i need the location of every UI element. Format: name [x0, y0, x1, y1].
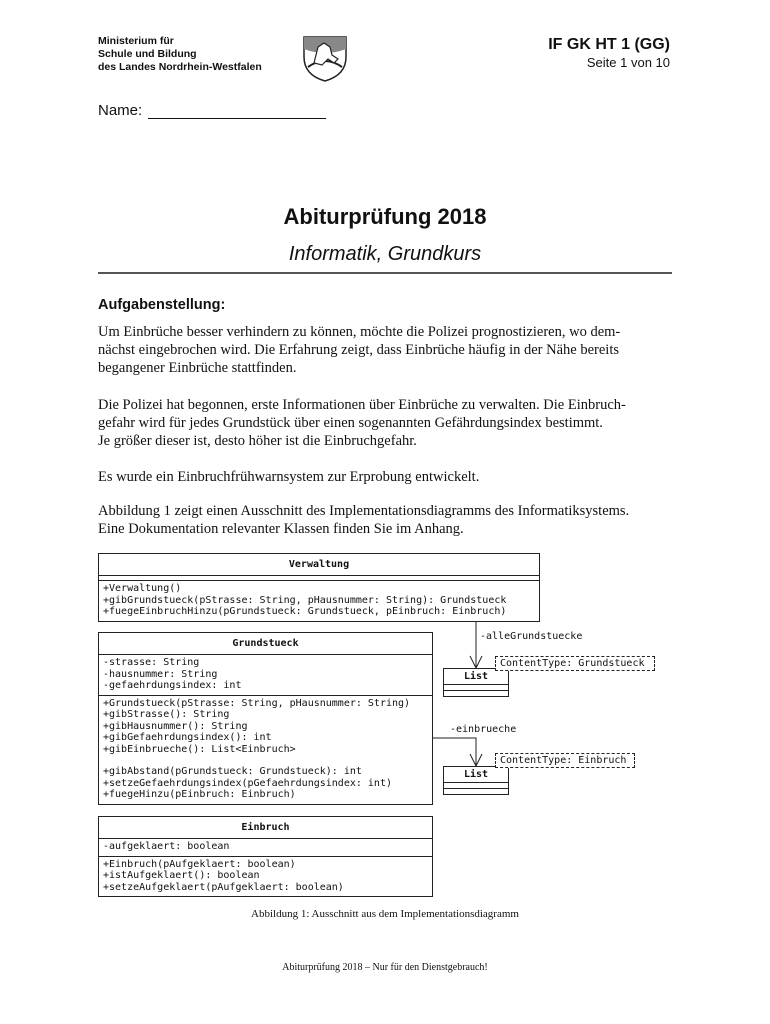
- ministry-line: Schule und Bildung: [98, 48, 197, 60]
- uml-member: +Grundstueck(pStrasse: String, pHausnummer: String): [103, 697, 411, 709]
- uml-member: -strasse: String: [103, 657, 200, 668]
- class-list-einbruch: [443, 766, 509, 795]
- class-attributes: [99, 839, 432, 856]
- class-verwaltung: [98, 553, 540, 622]
- template-parameter-grundstueck: ContentType: Grundstueck: [495, 656, 655, 671]
- class-einbruch: [98, 816, 433, 897]
- uml-member: +setzeAufgeklaert(pAufgeklaert: boolean): [103, 881, 344, 893]
- ministry-line: Ministerium für: [98, 35, 174, 47]
- paragraph-line: nächst eingebrochen wird. Die Erfahrung zeigt, dass Einbrüche häufig in der Nähe bereits: [98, 342, 620, 358]
- section-heading: Aufgabenstellung:: [98, 297, 226, 313]
- association-line-einbrueche: [432, 738, 476, 766]
- name-label: Name:: [98, 102, 143, 119]
- paragraph-line: Abbildung 1 zeigt einen Ausschnitt des Implementationsdiagramms des Informatiksystems.: [98, 503, 630, 519]
- uml-member: +gibGefaehrdungsindex(): int: [103, 732, 272, 743]
- figure-caption: Abbildung 1: Ausschnitt aus dem Implementationsdiagramm: [251, 908, 519, 920]
- uml-member: +gibEinbrueche(): List<Einbruch>: [103, 743, 296, 755]
- uml-member: -hausnummer: String: [103, 668, 218, 680]
- uml-member: +Einbruch(pAufgeklaert: boolean): [103, 858, 296, 870]
- class-methods: [99, 695, 432, 804]
- ministry-line: des Landes Nordrhein-Westfalen: [98, 61, 262, 73]
- uml-member: +gibAbstand(pGrundstueck: Grundstueck): int: [103, 766, 362, 777]
- class-attributes: [99, 655, 432, 695]
- page-footer: Abiturprüfung 2018 – Nur für den Dienstgebrauch!: [282, 962, 488, 973]
- uml-member: +istAufgeklaert(): boolean: [103, 870, 260, 881]
- role-allegrundstuecke: -alleGrundstuecke: [480, 631, 583, 642]
- page-number: Seite 1 von 10: [586, 55, 670, 70]
- class-name: Verwaltung: [99, 554, 539, 576]
- class-name: Grundstueck: [99, 633, 432, 655]
- paragraph-line: Die Polizei hat begonnen, erste Informationen über Einbrüche zu verwalten. Die Einbruch-: [98, 397, 626, 413]
- class-grundstueck: [98, 632, 433, 805]
- page-subtitle: Informatik, Grundkurs: [288, 243, 482, 265]
- exam-code: IF GK HT 1 (GG): [548, 36, 670, 53]
- class-methods: [99, 856, 432, 897]
- paragraph-line: Um Einbrüche besser verhindern zu können, möchte die Polizei prognostizieren, wo dem-: [98, 324, 621, 340]
- list-compartment: [444, 691, 508, 696]
- uml-member: +gibStrasse(): String: [103, 709, 230, 720]
- uml-member: +gibHausnummer(): String: [103, 720, 248, 732]
- uml-member: -aufgeklaert: boolean: [103, 841, 230, 852]
- uml-member: +fuegeEinbruchHinzu(pGrundstueck: Grundstueck, pEinbruch: Einbruch): [103, 606, 507, 617]
- paragraph-line: Eine Dokumentation relevanter Klassen finden Sie im Anhang.: [98, 521, 464, 537]
- paragraph-line: Es wurde ein Einbruchfrühwarnsystem zur Erprobung entwickelt.: [98, 469, 480, 485]
- paragraph-line: gefahr wird für jedes Grundstück über einen sogenannten Gefährdungsindex bestimmt.: [98, 415, 603, 431]
- class-methods: [99, 580, 539, 621]
- uml-member: -gefaehrdungsindex: int: [103, 680, 242, 691]
- list-class-name: List: [444, 767, 508, 783]
- page-title: Abiturprüfung 2018: [283, 204, 487, 229]
- uml-member: +setzeGefaehrdungsindex(pGefaehrdungsindex: int): [103, 777, 392, 789]
- class-list-grundstueck: [443, 668, 509, 697]
- uml-member: +fuegeHinzu(pEinbruch: Einbruch): [103, 789, 296, 800]
- paragraph-line: begangener Einbrüche stattfinden.: [98, 360, 297, 376]
- role-einbrueche: -einbrueche: [450, 724, 517, 735]
- class-name: Einbruch: [99, 817, 432, 839]
- paragraph-line: Je größer dieser ist, desto höher ist die Einbruchgefahr.: [98, 433, 417, 449]
- template-parameter-einbruch: ContentType: Einbruch: [495, 753, 635, 768]
- uml-member: +Verwaltung(): [103, 583, 182, 594]
- list-compartment: [444, 789, 508, 794]
- uml-member: +gibGrundstueck(pStrasse: String, pHausnummer: String): Grundstueck: [103, 594, 507, 606]
- list-class-name: List: [444, 669, 508, 685]
